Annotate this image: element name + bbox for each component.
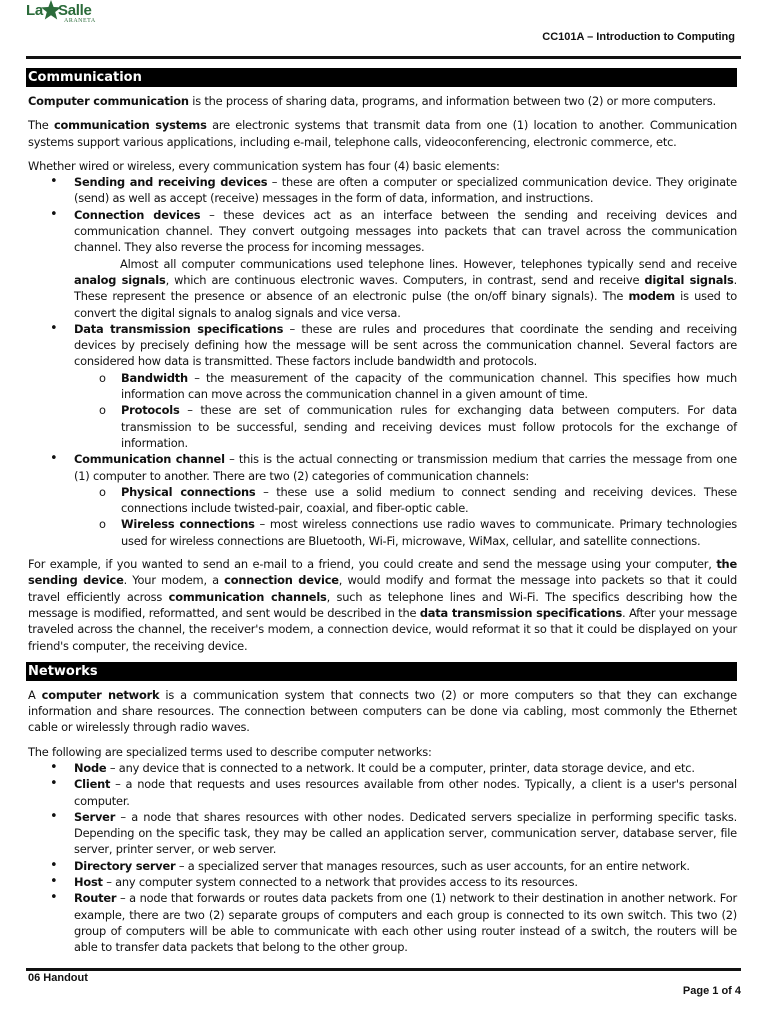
sub-item-bandwidth — [74, 370, 737, 403]
term-computer-communication: Computer communication — [28, 94, 189, 108]
bullet-icon: • — [50, 206, 58, 222]
logo-subtext: ARANETA — [64, 18, 96, 24]
bullet-icon: • — [50, 451, 58, 467]
paragraph-email-example — [28, 556, 737, 654]
header-divider — [26, 56, 741, 59]
list-item-text: – a node that forwards or routes data packets from one (1) network to their destination in another network. For example, there are two (2) separate groups of computers and each group is connected to its own switch. This two (2) group of computers will be able to communicate with each other using router instead of a switch, the routers will be able to transfer data packets that belong to the other group. — [74, 891, 737, 955]
term-node: Node — [74, 760, 107, 775]
logo-text-la: La — [26, 2, 43, 19]
list-item-text: – these devices act as an interface between the sending and receiving devices and communication channel. They convert outgoing messages into packets that can travel across the communication channel. They also reverse the process for incoming messages. — [74, 207, 738, 255]
paragraph-text: The — [28, 118, 54, 133]
term-computer-network: computer network — [41, 687, 160, 702]
circle-bullet-icon: o — [99, 484, 106, 499]
circle-bullet-icon: o — [99, 370, 106, 385]
list-item-host — [28, 874, 737, 890]
channel-categories-list — [74, 484, 737, 549]
term-physical-connections: Physical connections — [121, 484, 256, 499]
section-heading-networks: Networks — [26, 662, 737, 681]
sub-item-wireless — [74, 516, 737, 549]
paragraph-text: . Your modem, a — [123, 573, 225, 588]
term-client: Client — [74, 777, 111, 792]
bullet-icon: • — [50, 320, 58, 336]
paragraph-communication-systems — [28, 117, 737, 150]
term-communication-channels: communication channels — [168, 589, 327, 604]
paragraph-text: is used to convert the digital signals to analog signals and vice versa. — [74, 289, 738, 320]
footer-divider — [26, 968, 741, 971]
term-sending-device: the sending device — [28, 557, 737, 588]
term-server: Server — [74, 809, 116, 824]
term-data-transmission-specs: data transmission specifications — [419, 605, 623, 620]
sub-item-text: – these use a solid medium to connect sending and receiving devices. These connections include twisted-pair, coaxial, and fiber-optic cable. — [121, 484, 737, 516]
bullet-icon: • — [50, 874, 58, 890]
network-terms-list — [28, 760, 737, 956]
page-number: Page 1 of 4 — [682, 985, 741, 997]
paragraph-text: . These represent the presence or absence of an electronic pulse (the on/off binary signals). The — [74, 272, 737, 304]
sub-item-physical — [74, 484, 737, 517]
term-router: Router — [74, 891, 117, 906]
paragraph-text: , such as telephone lines and Wi-Fi. The specifics describing how the message is modified, reformatted, and sent would be described in the — [28, 589, 737, 620]
sub-item-text: – these are set of communication rules for exchanging data between computers. For data transmission to be successful, sending and receiving devices must follow protocols for the exchange of information. — [121, 403, 737, 450]
section-heading-communication: Communication — [26, 68, 737, 87]
term-communication-channel: Communication channel — [74, 452, 225, 467]
term-connection-devices: Connection devices — [74, 207, 201, 222]
term-wireless-connections: Wireless connections — [121, 517, 255, 532]
paragraph-text: For example, if you wanted to send an e-mail to a friend, you could create and send the message using your computer, — [28, 557, 717, 572]
list-item-data-transmission — [28, 321, 737, 451]
paragraph-text: . After your message traveled across the channel, the receiver's modem, a connection device, would reformat it so that it could be displayed on your friend's computer, the receiving device. — [28, 605, 737, 653]
list-item-client — [28, 776, 737, 809]
sub-item-text: – most wireless connections use radio waves to communicate. Primary technologies used for wireless connections are Bluetooth, Wi-Fi, microwave, WiMax, cellular, and satellite connections. — [121, 517, 738, 548]
term-modem: modem — [628, 289, 675, 304]
paragraph-text: is the process of sharing data, programs, and information between two (2) or more computers. — [188, 94, 716, 108]
term-digital-signals: digital signals — [644, 272, 734, 287]
bullet-icon: • — [50, 808, 58, 824]
paragraph-text: , would modify and format the message into packets so that it could travel efficiently across — [28, 573, 738, 604]
term-data-transmission: Data transmission specifications — [74, 321, 284, 336]
sub-item-text: – the measurement of the capacity of the communication channel. This specifies how much information can move across the communication channel in a given amount of time. — [121, 370, 737, 402]
term-host: Host — [74, 875, 103, 890]
list-item-text: – a node that requests and uses resources available from other nodes. Typically, a client is a user's personal computer. — [74, 777, 737, 808]
paragraph-text: are electronic systems that transmit data from one (1) location to another. Communication systems support various applications, including e-mail, telephone calls, videoconferencing, electronic commerce, etc. — [28, 118, 737, 149]
bullet-icon: • — [50, 759, 58, 775]
list-item-text: – a specialized server that manages resources, such as user accounts, for an entire network. — [175, 858, 690, 873]
paragraph-computer-network — [28, 687, 737, 736]
term-protocols: Protocols — [121, 403, 180, 418]
paragraph-text: is a communication system that connects two (2) or more computers so that they can exchange information and share resources. The connection between computers can be done via cabling, most commonly the Ethernet cable or wirelessly through radio waves. — [28, 687, 737, 735]
la-salle-logo — [26, 2, 126, 38]
list-item-node — [28, 760, 737, 776]
paragraph-text: A — [28, 687, 42, 702]
list-item-connection-devices — [28, 207, 737, 321]
paragraph-network-terms-intro: The following are specialized terms used to describe computer networks: — [28, 744, 432, 759]
bullet-icon: • — [50, 890, 58, 906]
paragraph-four-elements-intro: Whether wired or wireless, every communication system has four (4) basic elements: — [28, 158, 500, 173]
list-item-text: – these are often a computer or specialized communication device. They originate (send) as well as accept (receive) messages in the form of data, information, and instructions. — [74, 175, 737, 206]
transmission-factors-list — [74, 370, 737, 451]
list-item-router — [28, 890, 737, 955]
elements-list — [28, 174, 737, 549]
list-item-text: – these are rules and procedures that coordinate the sending and receiving devices by precisely defining how the message will be sent across the communication channel. Several factors are considered how data is transmitted. These factors include bandwidth and protocols. — [74, 321, 737, 369]
list-item-text: – any computer system connected to a network that provides access to its resources. — [102, 875, 578, 890]
term-directory-server: Directory server — [74, 858, 176, 873]
list-item-server — [28, 809, 737, 858]
logo-text-salle: Salle — [58, 2, 92, 19]
term-communication-systems: communication systems — [53, 118, 207, 133]
list-item-text: – this is the actual connecting or transmission medium that carries the message from one (1) computer to another. There are two (2) categories of communication channels: — [74, 452, 737, 483]
paragraph-computer-communication — [28, 93, 737, 109]
paragraph-analog-digital — [74, 256, 737, 321]
handout-body — [28, 68, 737, 956]
circle-bullet-icon: o — [99, 517, 106, 532]
term-analog-signals: analog signals — [74, 272, 166, 287]
bullet-icon: • — [50, 857, 58, 873]
list-item-text: – a node that shares resources with other nodes. Dedicated servers specialize in performing specific tasks. Depending on the specific task, they may be called an application server, communication server, database server, file server, printer server, or web server. — [74, 809, 737, 857]
term-bandwidth: Bandwidth — [121, 370, 188, 385]
paragraph-text: Almost all computer communications used telephone lines. However, telephones typically send and receive — [120, 256, 737, 271]
list-item-sending-receiving — [28, 174, 737, 207]
list-item-text: – any device that is connected to a network. It could be a computer, printer, data storage device, and etc. — [106, 760, 695, 775]
paragraph-text: , which are continuous electronic waves. Computers, in contrast, send and receive — [165, 272, 645, 287]
bullet-icon: • — [50, 776, 58, 792]
term-sending-receiving: Sending and receiving devices — [74, 175, 268, 190]
bullet-icon: • — [50, 174, 58, 190]
course-title: CC101A – Introduction to Computing — [542, 31, 735, 43]
sub-item-protocols — [74, 402, 737, 451]
list-item-communication-channel — [28, 451, 737, 549]
handout-number: 06 Handout — [28, 972, 88, 984]
list-item-directory-server — [28, 858, 737, 874]
circle-bullet-icon: o — [99, 403, 106, 418]
term-connection-device: connection device — [224, 573, 339, 588]
